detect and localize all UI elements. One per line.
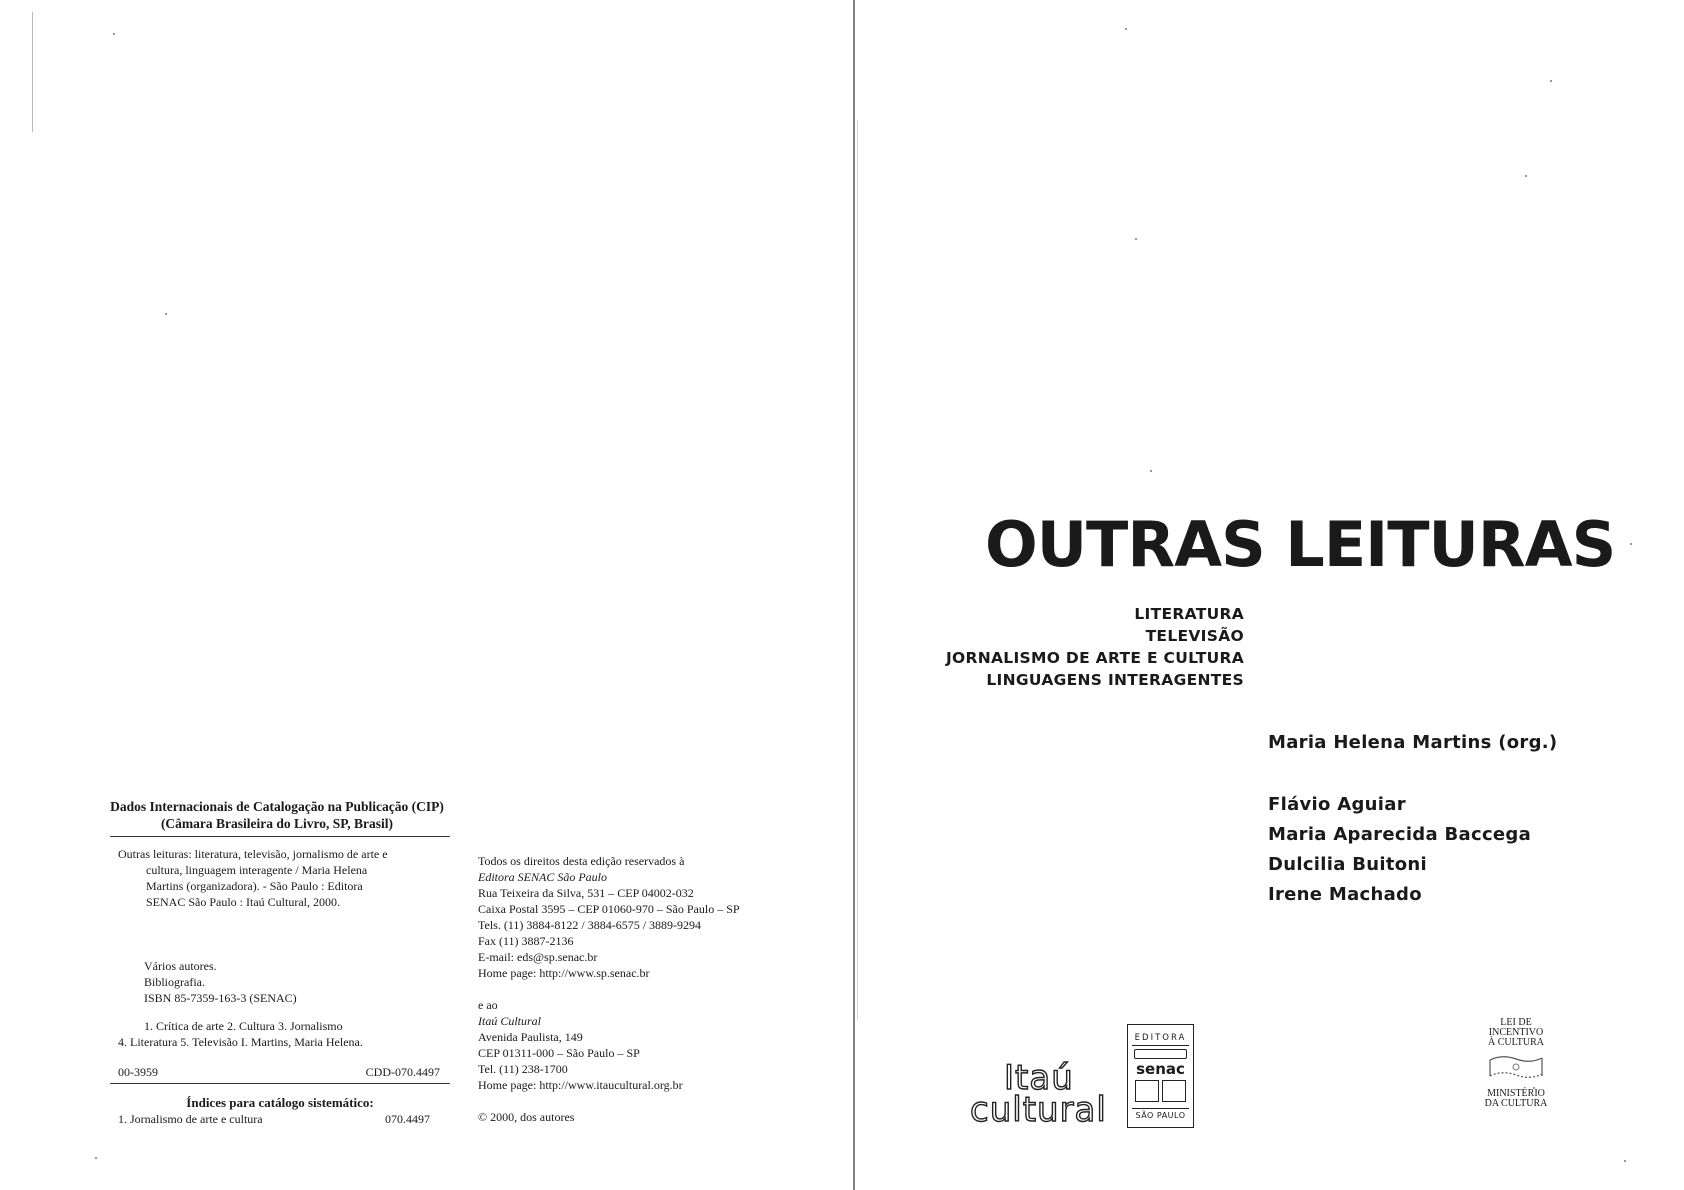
scan-speck [1125,28,1127,30]
cip-header-line: Dados Internacionais de Catalogação na Publicação (CIP) [110,799,444,814]
cip-subjects [118,1018,448,1050]
scan-speck [1150,470,1152,472]
author-name: Irene Machado [1268,884,1422,905]
scan-speck [95,1157,97,1159]
rights-address-line: Home page: http://www.sp.senac.br [478,966,650,980]
scan-speck [1630,543,1632,545]
rights-and-to: e ao [478,998,498,1012]
author-name: Dulcilia Buitoni [1268,854,1427,875]
cip-entry-line: cultura, linguagem interagente / Maria Helena [146,863,368,877]
minc-law-line: INCENTIVO [1488,1027,1544,1038]
rights-copyright: © 2000, dos autores [478,1110,575,1124]
senac-logo-boxes [1128,1080,1193,1102]
ministry-of-culture-logo [1476,1018,1556,1109]
author-name: Maria Aparecida Baccega [1268,824,1532,845]
book-gutter-shadow [857,120,858,1020]
rights-address-line: Tels. (11) 3884-8122 / 3884-6575 / 3889-9294 [478,918,702,932]
cip-entry [118,846,438,910]
cip-index-title: Índices para catálogo sistemático: [186,1095,374,1110]
rights-address-line: E-mail: eds@sp.senac.br [478,950,598,964]
cip-codes [118,1065,440,1080]
cip-entry-line: Martins (organizadora). - São Paulo : Editora [146,879,363,893]
rights-block [478,853,798,1125]
cip-note: ISBN 85-7359-163-3 (SENAC) [144,991,297,1005]
subtitle-list [900,603,1244,691]
senac-logo [1127,1024,1194,1128]
subtitle-item: LINGUAGENS INTERAGENTES [986,671,1244,689]
cip-index-code: 070.4497 [385,1112,430,1126]
senac-logo-bar [1134,1049,1187,1059]
rights-address-line: Fax (11) 3887-2136 [478,934,574,948]
cip-note: Bibliografia. [144,975,205,989]
cip-header-line: (Câmara Brasileira do Livro, SP, Brasil) [160,816,394,831]
cip-index-row [118,1112,430,1127]
author-list [1268,790,1531,910]
cip-subject-line: 1. Crítica de arte 2. Cultura 3. Jornalismo [144,1019,343,1033]
itau-cultural-logo [970,1058,1107,1130]
scan-speck [1135,238,1137,240]
book-gutter [853,0,855,1190]
cip-cdd: CDD-070.4497 [365,1065,440,1079]
rights-partner-line: Avenida Paulista, 149 [478,1030,583,1044]
rights-address-line: Rua Teixeira da Silva, 531 – CEP 04002-032 [478,886,694,900]
book-title: OUTRAS LEITURAS [985,508,1616,581]
rights-intro: Todos os direitos desta edição reservados à [478,854,685,868]
senac-logo-top: EDITORA [1132,1033,1189,1046]
cip-entry-line: Outras leituras: literatura, televisão, jornalismo de arte e [118,847,388,861]
scan-speck [1550,80,1552,82]
senac-logo-name: senac [1136,1060,1185,1078]
senac-logo-city: SÃO PAULO [1132,1108,1189,1120]
rights-partner-line: CEP 01311-000 – São Paulo – SP [478,1046,640,1060]
cip-notes [144,958,444,1006]
rights-partner: Itaú Cultural [478,1014,542,1028]
cip-note: Vários autores. [144,959,217,973]
rights-address-line: Caixa Postal 3595 – CEP 01060-970 – São Paulo – SP [478,902,740,916]
minc-law-line: LEI DE [1500,1017,1532,1028]
cip-divider [110,836,450,837]
rights-partner-line: Tel. (11) 238-1700 [478,1062,568,1076]
rights-partner-line: Home page: http://www.itaucultural.org.br [478,1078,683,1092]
cip-index-entry: 1. Jornalismo de arte e cultura [118,1112,263,1126]
minc-law-line: À CULTURA [1487,1037,1545,1048]
flag-emblem-icon [1487,1054,1545,1080]
scan-speck [113,33,115,35]
scan-speck [165,313,167,315]
subtitle-item: LITERATURA [1134,605,1244,623]
scan-speck [1624,1160,1626,1162]
cip-subject-line: 4. Literatura 5. Televisão I. Martins, Maria Helena. [118,1035,363,1049]
subtitle-item: JORNALISMO DE ARTE E CULTURA [945,649,1244,667]
itau-logo-line: Itaú [1004,1058,1074,1098]
organizer-name: Maria Helena Martins (org.) [1268,732,1558,753]
cip-entry-line: SENAC São Paulo : Itaú Cultural, 2000. [146,895,340,909]
scan-speck [1525,175,1527,177]
subtitle-item: TELEVISÃO [1145,627,1244,645]
cip-header [96,798,458,832]
cip-control-number: 00-3959 [118,1065,158,1079]
itau-logo-line: cultural [970,1090,1107,1130]
scan-edge-mark [32,12,33,132]
author-name: Flávio Aguiar [1268,794,1406,815]
minc-ministry-line: MINISTÉRIO [1487,1088,1545,1099]
cip-divider [110,1083,450,1084]
minc-ministry-line: DA CULTURA [1484,1098,1548,1109]
rights-publisher: Editora SENAC São Paulo [478,870,607,884]
